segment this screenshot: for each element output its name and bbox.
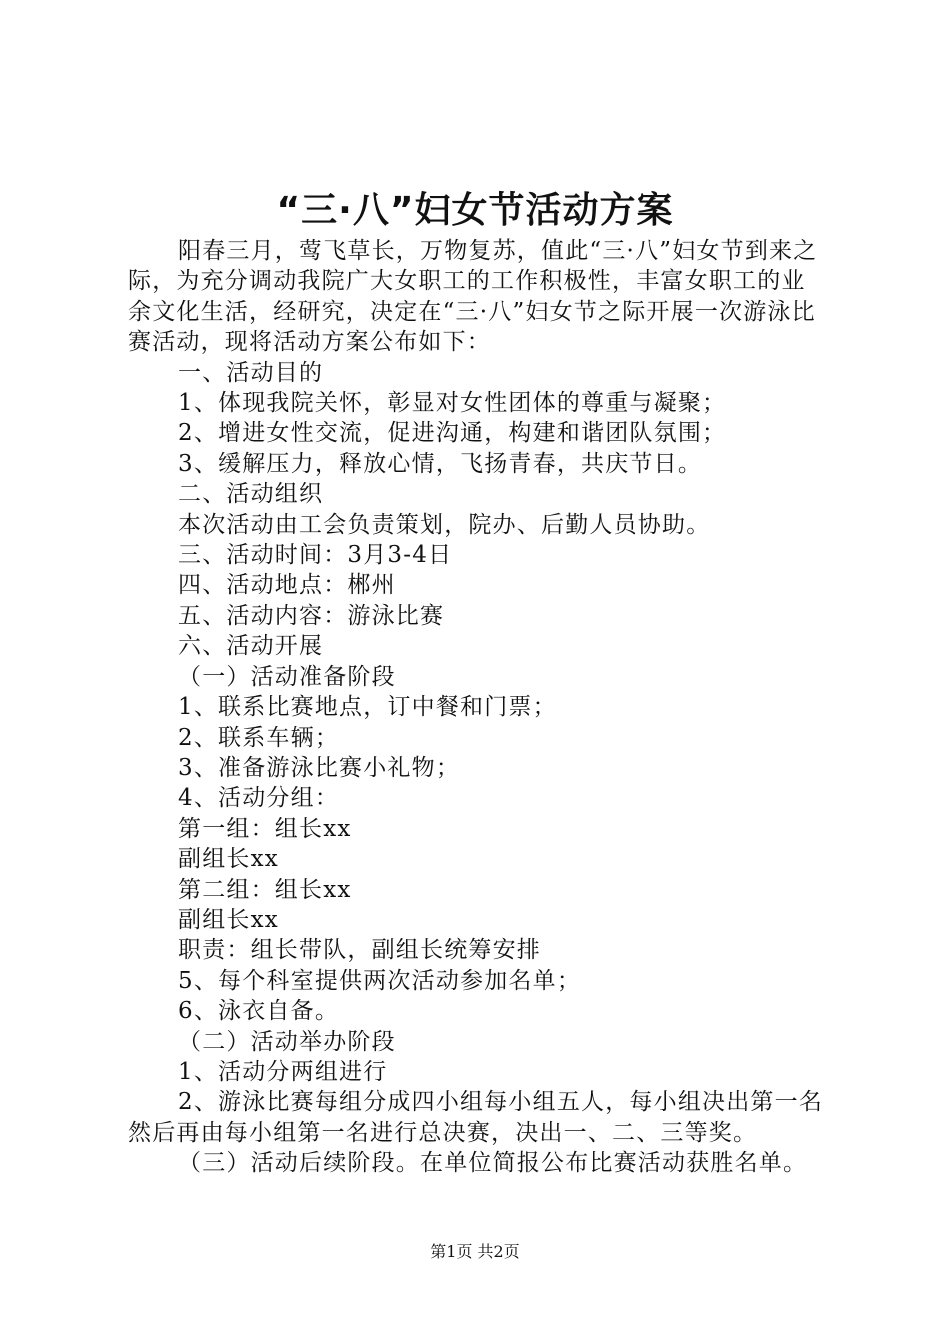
list-item: 1、活动分两组进行 xyxy=(178,1058,388,1085)
text-line: 第一组：组长xx xyxy=(178,815,352,842)
section-heading-organization: 二、活动组织 xyxy=(178,481,324,508)
section-heading-content: 五、活动内容：游泳比赛 xyxy=(178,602,445,629)
document-body xyxy=(128,236,828,1179)
section-heading-location: 四、活动地点：郴州 xyxy=(178,572,396,599)
list-item: 3、缓解压力，释放心情，飞扬青春，共庆节日。 xyxy=(178,450,703,477)
document-title: “三·八”妇女节活动方案 xyxy=(276,190,674,231)
list-item: 5、每个科室提供两次活动参加名单； xyxy=(178,967,582,994)
section-heading-purpose: 一、活动目的 xyxy=(178,359,324,386)
competition-paragraph: 2、游泳比赛每组分成四小组每小组五人，每小组决出第一名然后再由每小组第一名进行总决赛，决出一、二、三等奖。 xyxy=(128,1089,824,1146)
subsection-heading-execution: （二）活动举办阶段 xyxy=(178,1028,396,1055)
section-heading-time: 三、活动时间：3月3-4日 xyxy=(178,542,453,569)
list-item: 2、增进女性交流，促进沟通，构建和谐团队氛围； xyxy=(178,420,727,447)
text-line: 副组长xx xyxy=(178,846,279,873)
list-item: 3、准备游泳比赛小礼物； xyxy=(178,754,461,781)
list-item: 1、体现我院关怀，彰显对女性团体的尊重与凝聚； xyxy=(178,390,727,417)
text-line: 第二组：组长xx xyxy=(178,876,352,903)
text-line: 本次活动由工会负责策划，院办、后勤人员协助。 xyxy=(178,511,711,538)
page-footer: 第1页 共2页 xyxy=(430,1242,520,1261)
section-heading-conduct: 六、活动开展 xyxy=(178,633,324,660)
text-line: 职责：组长带队，副组长统筹安排 xyxy=(178,937,541,964)
intro-paragraph: 阳春三月，莺飞草长，万物复苏，值此“三·八”妇女节到来之际，为充分调动我院广大女职工的工作积极性，丰富女职工的业余文化生活，经研究，决定在“三·八”妇女节之际开展一次游泳比赛活动，现将活动方案公布如下： xyxy=(128,238,818,356)
text-line: 副组长xx xyxy=(178,906,279,933)
list-item: 6、泳衣自备。 xyxy=(178,998,340,1025)
subsection-heading-preparation: （一）活动准备阶段 xyxy=(178,663,396,690)
list-item: 1、联系比赛地点，订中餐和门票； xyxy=(178,694,557,721)
list-item: 4、活动分组： xyxy=(178,785,340,812)
list-item: 2、联系车辆； xyxy=(178,724,340,751)
followup-paragraph: （三）活动后续阶段。在单位简报公布比赛活动获胜名单。 xyxy=(178,1150,808,1177)
